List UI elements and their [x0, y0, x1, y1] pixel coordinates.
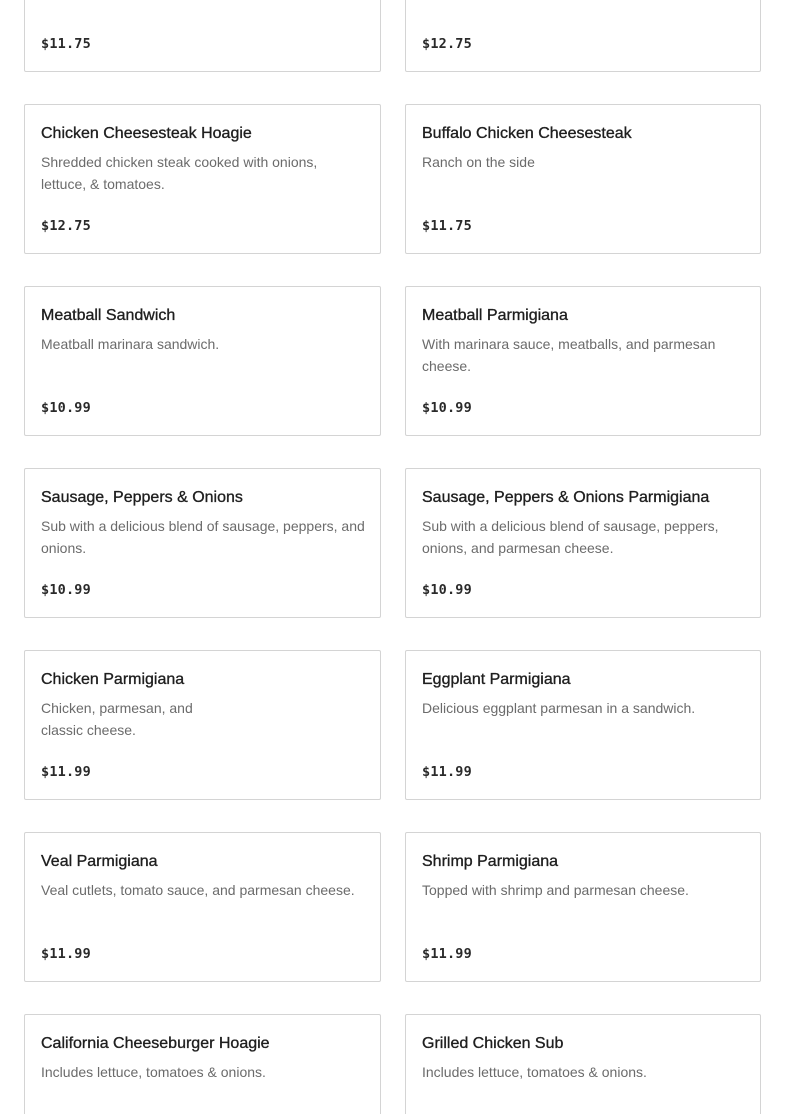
menu-item-card[interactable]	[405, 468, 761, 618]
menu-item-name: Buffalo Chicken Cheesesteak	[422, 125, 632, 142]
menu-item-description: Chicken, parmesan, and classic cheese.	[41, 700, 193, 738]
menu-item-price: $11.99	[422, 946, 472, 962]
menu-item-name: Meatball Parmigiana	[422, 307, 568, 324]
menu-item-card[interactable]	[24, 650, 381, 800]
menu-item-price: $10.99	[41, 400, 91, 416]
menu-item-price: $10.99	[41, 582, 91, 598]
menu-item-card[interactable]	[405, 832, 761, 982]
menu-item-card[interactable]	[24, 1014, 381, 1114]
menu-item-name: Eggplant Parmigiana	[422, 671, 571, 688]
menu-item-description: Topped with shrimp and parmesan cheese.	[422, 882, 689, 898]
menu-item-card[interactable]	[24, 468, 381, 618]
menu-item-card[interactable]	[405, 0, 761, 72]
menu-item-name: Shrimp Parmigiana	[422, 853, 559, 870]
menu-item-price: $12.75	[41, 218, 91, 234]
menu-item-card[interactable]	[405, 104, 761, 254]
menu-item-card[interactable]	[24, 104, 381, 254]
menu-item-price: $12.75	[422, 36, 472, 52]
menu-item-card[interactable]	[24, 0, 381, 72]
menu-item-price: $10.99	[422, 400, 472, 416]
menu-item-description: Sub with a delicious blend of sausage, peppers, onions, and parmesan cheese.	[422, 518, 719, 556]
menu-item-description: Includes lettuce, tomatoes & onions.	[422, 1064, 647, 1080]
menu-item-card[interactable]	[405, 286, 761, 436]
menu-item-description: Delicious eggplant parmesan in a sandwich.	[422, 700, 696, 716]
menu-item-price: $11.99	[41, 764, 91, 780]
menu-item-name: Chicken Parmigiana	[41, 671, 185, 688]
menu-item-card[interactable]	[24, 832, 381, 982]
menu-item-description: Includes lettuce, tomatoes & onions.	[41, 1064, 266, 1080]
menu-item-description: Ranch on the side	[422, 154, 535, 170]
menu-item-name: Veal Parmigiana	[41, 853, 158, 870]
menu-item-card[interactable]	[405, 1014, 761, 1114]
menu-item-name: Sausage, Peppers & Onions Parmigiana	[422, 489, 710, 506]
menu-item-description: Shredded chicken steak cooked with onions, lettuce, & tomatoes.	[41, 154, 318, 192]
menu-item-grid	[24, 0, 761, 1114]
menu-item-description: Sub with a delicious blend of sausage, peppers, and onions.	[41, 518, 365, 556]
menu-item-description: Veal cutlets, tomato sauce, and parmesan cheese.	[41, 882, 355, 898]
menu-item-name: Grilled Chicken Sub	[422, 1035, 564, 1052]
menu-item-card[interactable]	[405, 650, 761, 800]
menu-item-description: Meatball marinara sandwich.	[41, 336, 220, 352]
menu-item-price: $11.99	[422, 764, 472, 780]
menu-item-price: $11.75	[422, 218, 472, 234]
menu-item-card[interactable]	[24, 286, 381, 436]
menu-item-price: $11.75	[41, 36, 91, 52]
menu-item-description: With marinara sauce, meatballs, and parmesan cheese.	[422, 336, 716, 374]
menu-item-name: Sausage, Peppers & Onions	[41, 489, 243, 506]
menu-item-name: California Cheeseburger Hoagie	[41, 1035, 270, 1052]
menu-item-price: $10.99	[422, 582, 472, 598]
menu-item-name: Meatball Sandwich	[41, 307, 176, 324]
menu-item-name: Chicken Cheesesteak Hoagie	[41, 125, 252, 142]
menu-item-price: $11.99	[41, 946, 91, 962]
